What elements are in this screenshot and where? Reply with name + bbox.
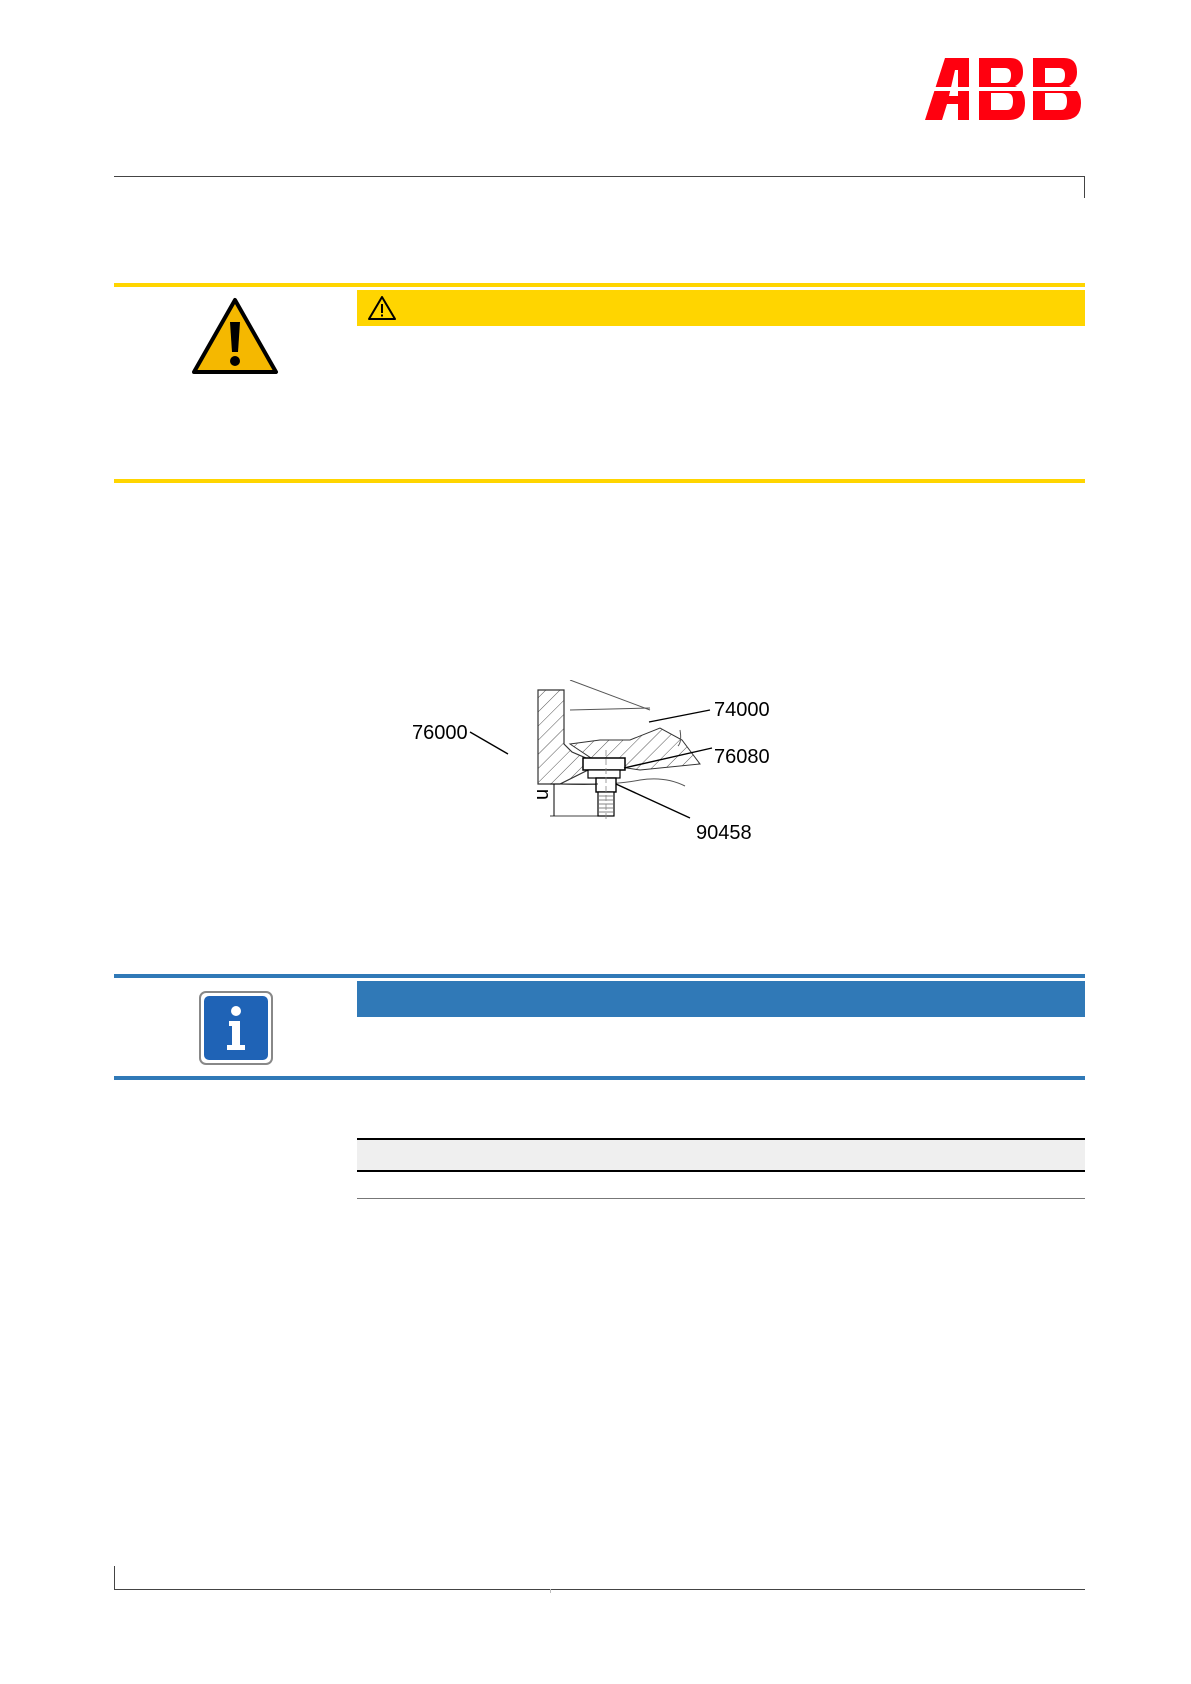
warning-top-rule: [114, 283, 1085, 287]
table-bottom-rule: [357, 1198, 1085, 1199]
table-row: [357, 1172, 1085, 1198]
callout-74000: 74000: [714, 699, 770, 721]
callout-90458: 90458: [696, 822, 752, 844]
abb-logo: [925, 58, 1085, 120]
callout-76000: 76000: [412, 722, 468, 744]
callout-76080: 76080: [714, 746, 770, 768]
table-header-row: [357, 1140, 1085, 1170]
dimension-u-label: u: [531, 788, 553, 800]
footer-tick: [114, 1566, 115, 1589]
info-bottom-rule: [114, 1076, 1085, 1080]
header-rule: [114, 176, 1085, 177]
footer-center-tick: [550, 1589, 551, 1593]
header-tick: [1084, 176, 1085, 198]
info-top-rule: [114, 974, 1085, 978]
warning-triangle-icon: [367, 295, 397, 321]
warning-bottom-rule: [114, 479, 1085, 483]
info-icon: [198, 990, 274, 1066]
technical-drawing: [400, 680, 820, 860]
data-table: [357, 1138, 1085, 1199]
part-76080-shape: [583, 758, 625, 770]
warning-exclamation-icon: [190, 296, 280, 376]
info-header-bar: [357, 981, 1085, 1017]
warning-header-bar: [357, 290, 1085, 326]
footer-rule: [114, 1589, 1085, 1590]
